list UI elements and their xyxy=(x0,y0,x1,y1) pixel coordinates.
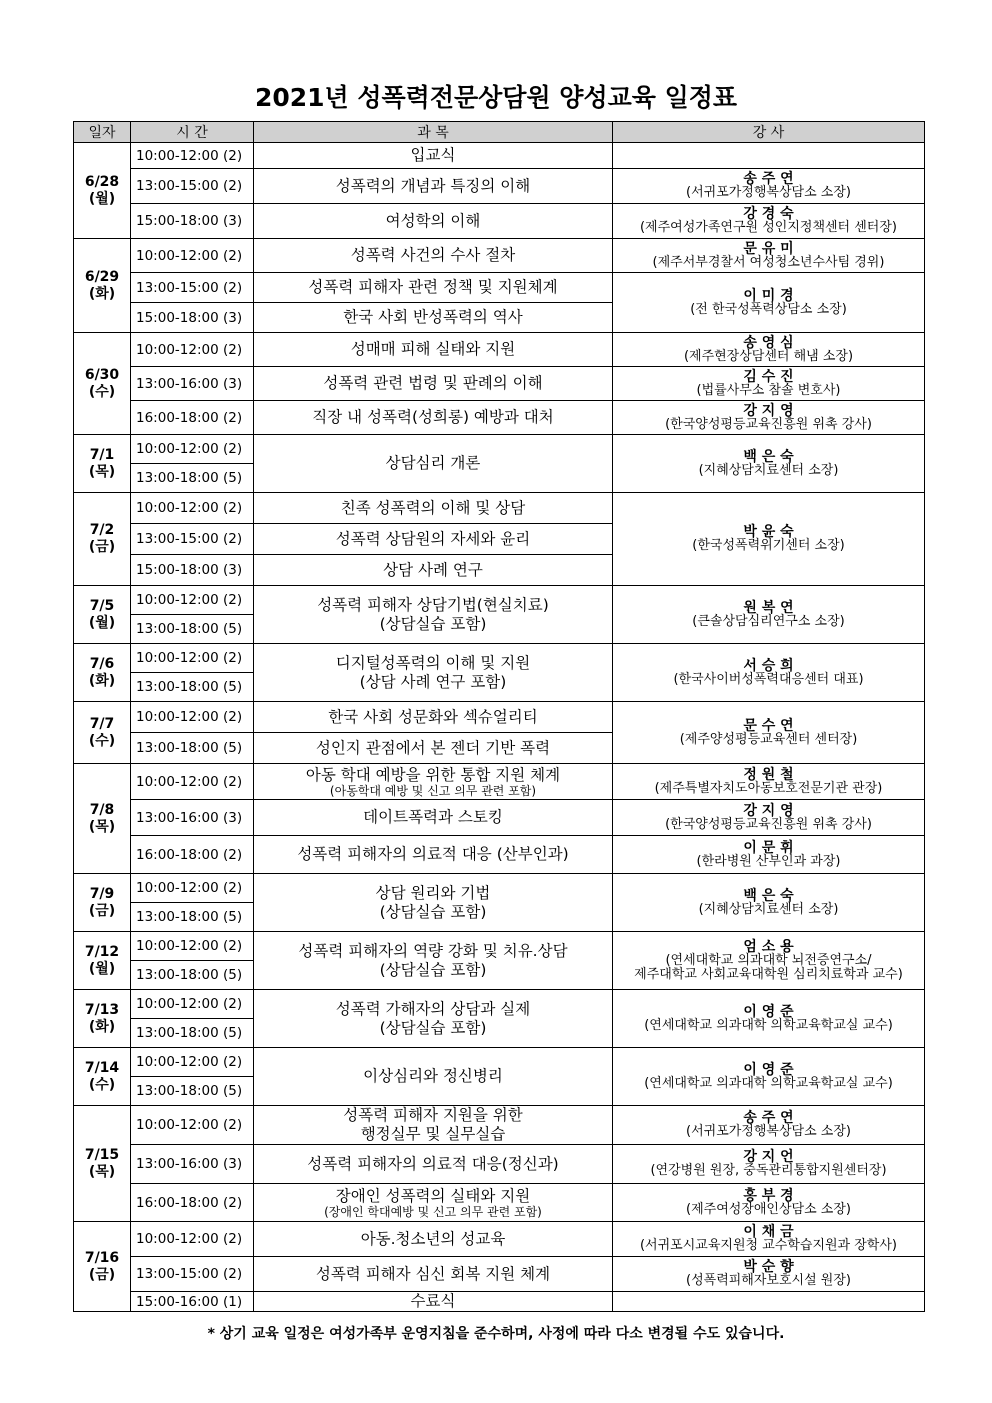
instructor-name: 김 수 진 xyxy=(743,368,794,385)
instructor-affiliation: (서귀포가정행복상담소 소장) xyxy=(686,1124,851,1139)
table-row xyxy=(74,204,925,239)
instructor-cell xyxy=(613,1184,925,1222)
instructor-name: 백 은 숙 xyxy=(743,448,794,465)
instructor-affiliation: (제주양성평등교육센터 센터장) xyxy=(679,731,858,747)
time-cell: 10:00-12:00 (2) xyxy=(131,435,254,464)
subject-text: 성폭력 사건의 수사 절차 xyxy=(350,246,516,264)
subject-cell xyxy=(254,733,613,764)
table-row xyxy=(74,273,925,303)
instructor-cell xyxy=(613,932,925,990)
date-cell xyxy=(74,586,131,644)
subject-text: 성인지 관점에서 본 젠더 기반 폭력 xyxy=(315,738,551,757)
date-cell xyxy=(74,1048,131,1106)
instructor-name: 이 문 휘 xyxy=(743,839,794,856)
date-text: 7/14 xyxy=(84,1059,120,1076)
instructor-affiliation: (연세대학교 의과대학 뇌전증연구소/ xyxy=(665,952,872,968)
subject-text: 성폭력의 개념과 특징의 이해 xyxy=(335,176,531,195)
time-cell: 13:00-15:00 (2) xyxy=(131,273,254,303)
instructor-name: 박 순 향 xyxy=(743,1259,794,1275)
table-row xyxy=(74,764,925,800)
subject-cell xyxy=(254,874,613,932)
instructor-name: 강 지 영 xyxy=(743,802,794,819)
date-cell xyxy=(74,874,131,932)
subject-cell xyxy=(254,1257,613,1292)
table-row xyxy=(74,874,925,903)
instructor-cell xyxy=(613,169,925,204)
instructor-affiliation: (큰솔상담심리연구소 소장) xyxy=(692,613,845,629)
table-row xyxy=(74,1048,925,1077)
subject-text: 성폭력 가해자의 상담과 실제 xyxy=(335,999,531,1018)
subject-text: 아동.청소년의 성교육 xyxy=(360,1229,506,1248)
instructor-affiliation: (한국양성평등교육진흥원 위촉 강사) xyxy=(665,816,872,832)
header-row xyxy=(74,122,925,143)
weekday-text: (금) xyxy=(88,539,116,555)
subject-cell xyxy=(254,764,613,800)
subject-note: (아동학대 예방 및 신고 의무 관련 포함) xyxy=(329,783,537,798)
header-time: 시 간 xyxy=(131,122,254,143)
subject-cell xyxy=(254,1145,613,1184)
subject-text: 성폭력 피해자의 역량 강화 및 치유.상담 xyxy=(298,941,568,960)
instructor-affiliation: (연강병원 원장, 중독관리통합지원센터장) xyxy=(650,1163,887,1178)
time-cell: 10:00-12:00 (2) xyxy=(131,702,254,733)
date-cell xyxy=(74,239,131,333)
instructor-cell xyxy=(613,1145,925,1184)
instructor-affiliation: (서귀포가정행복상담소 소장) xyxy=(686,185,851,200)
weekday-text: (금) xyxy=(88,1266,116,1283)
subject-text: 성폭력 피해자 심신 회복 지원 체계 xyxy=(315,1264,551,1283)
date-cell xyxy=(74,702,131,764)
time-cell: 13:00-16:00 (3) xyxy=(131,1145,254,1184)
subject-text: 이상심리와 정신병리 xyxy=(363,1067,503,1085)
instructor-name: 정 원 철 xyxy=(743,766,794,783)
subject-text: 성폭력 피해자의 의료적 대응(정신과) xyxy=(307,1154,559,1173)
instructor-name: 강 지 언 xyxy=(743,1149,794,1165)
date-text: 6/28 xyxy=(84,173,120,190)
table-row xyxy=(74,586,925,615)
instructor-name: 강 경 숙 xyxy=(743,206,794,222)
subject-text: 상담 원리와 기법 xyxy=(375,883,491,902)
header-subject: 과 목 xyxy=(254,122,613,143)
subject-cell xyxy=(254,836,613,874)
table-row xyxy=(74,1106,925,1145)
instructor-cell xyxy=(613,1222,925,1257)
subject-cell xyxy=(254,401,613,435)
date-text: 7/5 xyxy=(89,597,115,614)
date-cell xyxy=(74,493,131,586)
date-cell xyxy=(74,1222,131,1312)
time-cell: 10:00-12:00 (2) xyxy=(131,990,254,1019)
weekday-text: (수) xyxy=(88,383,116,400)
instructor-cell xyxy=(613,1048,925,1106)
subject-text: 직장 내 성폭력(성희롱) 예방과 대처 xyxy=(312,408,554,426)
instructor-affiliation: (제주서부경찰서 여성청소년수사팀 경위) xyxy=(652,254,885,270)
date-text: 7/8 xyxy=(89,801,115,818)
instructor-name: 이 미 경 xyxy=(743,287,794,304)
weekday-text: (수) xyxy=(88,1076,116,1093)
table-row xyxy=(74,435,925,464)
time-cell: 13:00-16:00 (3) xyxy=(131,800,254,836)
instructor-cell xyxy=(613,990,925,1048)
subject-note: (장애인 학대예방 및 신고 의무 관련 포함) xyxy=(324,1204,542,1219)
time-cell: 10:00-12:00 (2) xyxy=(131,586,254,615)
subject-text: 성매매 피해 실태와 지원 xyxy=(350,340,516,358)
time-cell: 16:00-18:00 (2) xyxy=(131,836,254,874)
time-cell: 10:00-12:00 (2) xyxy=(131,1048,254,1077)
time-cell: 13:00-15:00 (2) xyxy=(131,1257,254,1292)
time-cell: 10:00-12:00 (2) xyxy=(131,239,254,273)
date-text: 6/29 xyxy=(84,268,120,285)
instructor-cell xyxy=(613,586,925,644)
subject-text: 여성학의 이해 xyxy=(385,211,481,230)
subject-cell xyxy=(254,644,613,702)
subject-cell xyxy=(254,555,613,586)
table-row xyxy=(74,800,925,836)
subject-cell xyxy=(254,1106,613,1145)
instructor-affiliation: (제주여성가족연구원 성인지정책센터 센터장) xyxy=(639,220,897,235)
instructor-name: 송 주 연 xyxy=(743,1110,794,1126)
date-text: 7/2 xyxy=(89,522,115,538)
table-row xyxy=(74,702,925,733)
time-cell: 13:00-18:00 (5) xyxy=(131,673,254,702)
table-row xyxy=(74,143,925,169)
date-text: 7/12 xyxy=(84,943,120,960)
instructor-affiliation: (한국사이버성폭력대응센터 대표) xyxy=(673,671,864,687)
table-row xyxy=(74,990,925,1019)
subject-text-line2: (상담실습 포함) xyxy=(379,902,487,921)
instructor-cell xyxy=(613,836,925,874)
time-cell: 15:00-16:00 (1) xyxy=(131,1292,254,1312)
subject-cell xyxy=(254,367,613,401)
table-row xyxy=(74,1184,925,1222)
instructor-affiliation: (제주여성장애인상담소 소장) xyxy=(686,1201,851,1217)
subject-cell xyxy=(254,273,613,303)
instructor-cell xyxy=(613,1106,925,1145)
date-text: 7/7 xyxy=(89,715,115,732)
instructor-affiliation: (법률사무소 참솔 변호사) xyxy=(696,382,841,398)
instructor-cell xyxy=(613,333,925,367)
time-cell: 16:00-18:00 (2) xyxy=(131,401,254,435)
instructor-affiliation: (성폭력피해자보호시설 원장) xyxy=(686,1273,851,1288)
instructor-cell xyxy=(613,644,925,702)
instructor-cell xyxy=(613,273,925,333)
subject-text: 한국 사회 반성폭력의 역사 xyxy=(343,308,523,326)
weekday-text: (월) xyxy=(88,614,116,631)
date-text: 6/30 xyxy=(84,366,120,383)
subject-text-line2: (상담실습 포함) xyxy=(379,614,487,633)
instructor-affiliation: (제주특별자치도아동보호전문기관 관장) xyxy=(654,780,883,796)
time-cell: 13:00-18:00 (5) xyxy=(131,464,254,493)
instructor-affiliation: (지혜상담치료센터 소장) xyxy=(698,901,839,917)
instructor-cell xyxy=(613,764,925,800)
instructor-cell xyxy=(613,800,925,836)
instructor-name: 백 은 숙 xyxy=(743,887,794,904)
instructor-name: 홍 부 경 xyxy=(743,1187,794,1204)
time-cell: 15:00-18:00 (3) xyxy=(131,204,254,239)
weekday-text: (목) xyxy=(88,463,116,480)
subject-cell xyxy=(254,1292,613,1312)
time-cell: 13:00-18:00 (5) xyxy=(131,1019,254,1048)
subject-text: 아동 학대 예방을 위한 통합 지원 체계 xyxy=(305,765,561,784)
subject-text: 성폭력 피해자 지원을 위한 xyxy=(343,1106,523,1124)
subject-text: 데이트폭력과 스토킹 xyxy=(363,808,503,826)
page-title: 2021년 성폭력전문상담원 양성교육 일정표 xyxy=(254,83,738,112)
date-text: 7/16 xyxy=(84,1249,120,1266)
time-cell: 13:00-18:00 (5) xyxy=(131,615,254,644)
table-row xyxy=(74,1222,925,1257)
table-row xyxy=(74,836,925,874)
subject-text: 성폭력 피해자의 의료적 대응 (산부인과) xyxy=(297,845,569,863)
table-row xyxy=(74,1145,925,1184)
subject-cell xyxy=(254,204,613,239)
subject-cell xyxy=(254,1184,613,1222)
instructor-name: 이 영 준 xyxy=(743,1003,794,1020)
instructor-name: 엄 소 용 xyxy=(743,938,794,955)
time-cell: 10:00-12:00 (2) xyxy=(131,874,254,903)
date-cell xyxy=(74,764,131,874)
time-cell: 10:00-12:00 (2) xyxy=(131,644,254,673)
subject-cell xyxy=(254,333,613,367)
instructor-affiliation: (제주현장상담센터 해냄 소장) xyxy=(683,348,854,364)
instructor-name: 송 주 연 xyxy=(743,171,794,187)
instructor-name: 강 지 영 xyxy=(743,402,794,419)
time-cell: 13:00-18:00 (5) xyxy=(131,903,254,932)
date-cell xyxy=(74,1106,131,1222)
subject-text: 상담 사례 연구 xyxy=(383,560,483,579)
instructor-name: 문 유 미 xyxy=(743,240,794,257)
table-row xyxy=(74,333,925,367)
instructor-cell xyxy=(613,367,925,401)
subject-text-line2: (상담실습 포함) xyxy=(379,960,487,979)
footnote: * 상기 교육 일정은 여성가족부 운영지침을 준수하며, 사정에 따라 다소 변경될 수도 있습니다. xyxy=(207,1326,785,1342)
date-text: 7/6 xyxy=(89,655,115,672)
date-cell xyxy=(74,333,131,435)
instructor-name: 이 영 준 xyxy=(743,1061,794,1078)
time-cell: 10:00-12:00 (2) xyxy=(131,764,254,800)
date-text: 7/9 xyxy=(89,885,115,902)
weekday-text: (목) xyxy=(88,818,116,835)
instructor-cell xyxy=(613,435,925,493)
instructor-name: 이 채 금 xyxy=(743,1224,794,1240)
table-row xyxy=(74,644,925,673)
subject-cell xyxy=(254,990,613,1048)
subject-cell xyxy=(254,586,613,644)
instructor-affiliation: (지혜상담치료센터 소장) xyxy=(698,462,839,478)
subject-cell xyxy=(254,800,613,836)
table-row xyxy=(74,493,925,524)
subject-text: 디지털성폭력의 이해 및 지원 xyxy=(335,653,531,672)
subject-text: 성폭력 피해자 상담기법(현실치료) xyxy=(317,595,549,614)
instructor-cell xyxy=(613,143,925,169)
time-cell: 13:00-16:00 (3) xyxy=(131,367,254,401)
subject-cell xyxy=(254,524,613,555)
subject-cell xyxy=(254,1222,613,1257)
date-cell xyxy=(74,932,131,990)
weekday-text: (화) xyxy=(88,672,116,689)
instructor-name: 송 영 심 xyxy=(743,334,794,351)
instructor-name: 박 윤 숙 xyxy=(743,524,794,540)
date-cell xyxy=(74,990,131,1048)
table-row xyxy=(74,239,925,273)
subject-text: 성폭력 상담원의 자세와 윤리 xyxy=(335,529,531,548)
date-text: 7/15 xyxy=(84,1146,120,1163)
instructor-cell xyxy=(613,493,925,586)
weekday-text: (금) xyxy=(88,902,116,919)
instructor-cell xyxy=(613,1292,925,1312)
instructor-affiliation: (연세대학교 의과대학 의학교육학교실 교수) xyxy=(644,1017,893,1033)
weekday-text: (월) xyxy=(88,960,116,977)
date-cell xyxy=(74,435,131,493)
time-cell: 13:00-18:00 (5) xyxy=(131,1077,254,1106)
instructor-affiliation: (한라병원 산부인과 과장) xyxy=(696,853,841,869)
date-text: 7/1 xyxy=(89,446,115,463)
subject-text: 입교식 xyxy=(410,146,456,164)
subject-cell xyxy=(254,493,613,524)
time-cell: 13:00-18:00 (5) xyxy=(131,733,254,764)
subject-cell xyxy=(254,435,613,493)
instructor-cell xyxy=(613,204,925,239)
instructor-cell xyxy=(613,239,925,273)
subject-text: 장애인 성폭력의 실태와 지원 xyxy=(335,1186,531,1205)
subject-text-line2: (상담실습 포함) xyxy=(379,1018,487,1037)
time-cell: 13:00-18:00 (5) xyxy=(131,961,254,990)
time-cell: 10:00-12:00 (2) xyxy=(131,1106,254,1145)
weekday-text: (화) xyxy=(88,285,116,302)
subject-cell xyxy=(254,702,613,733)
table-row xyxy=(74,932,925,961)
instructor-cell xyxy=(613,702,925,764)
time-cell: 13:00-15:00 (2) xyxy=(131,169,254,204)
date-text: 7/13 xyxy=(84,1001,120,1018)
subject-cell xyxy=(254,169,613,204)
instructor-affiliation: (서귀포시교육지원청 교수학습지원과 장학사) xyxy=(639,1238,897,1253)
table-row xyxy=(74,169,925,204)
instructor-cell xyxy=(613,401,925,435)
time-cell: 10:00-12:00 (2) xyxy=(131,143,254,169)
subject-cell xyxy=(254,932,613,990)
instructor-affiliation: (한국성폭력위기센터 소장) xyxy=(692,538,845,553)
subject-text: 성폭력 피해자 관련 정책 및 지원체계 xyxy=(308,278,558,296)
time-cell: 10:00-12:00 (2) xyxy=(131,1222,254,1257)
time-cell: 15:00-18:00 (3) xyxy=(131,555,254,586)
subject-text: 수료식 xyxy=(410,1292,456,1310)
date-cell xyxy=(74,143,131,239)
header-instructor: 강 사 xyxy=(613,122,925,143)
instructor-name: 문 수 연 xyxy=(743,717,794,734)
subject-cell xyxy=(254,1048,613,1106)
time-cell: 10:00-12:00 (2) xyxy=(131,493,254,524)
instructor-cell xyxy=(613,874,925,932)
weekday-text: (화) xyxy=(88,1018,116,1035)
instructor-cell xyxy=(613,1257,925,1292)
subject-cell xyxy=(254,239,613,273)
subject-text: 상담심리 개론 xyxy=(385,454,481,472)
time-cell: 13:00-15:00 (2) xyxy=(131,524,254,555)
schedule-body xyxy=(74,143,925,1312)
schedule-table xyxy=(73,121,925,1312)
instructor-affiliation: (전 한국성폭력상담소 소장) xyxy=(690,301,847,317)
instructor-affiliation: (연세대학교 의과대학 의학교육학교실 교수) xyxy=(644,1075,893,1091)
table-row xyxy=(74,1292,925,1312)
subject-text-line2: (상담 사례 연구 포함) xyxy=(359,672,507,691)
weekday-text: (월) xyxy=(88,190,116,207)
time-cell: 16:00-18:00 (2) xyxy=(131,1184,254,1222)
weekday-text: (목) xyxy=(88,1163,116,1180)
date-cell xyxy=(74,644,131,702)
subject-cell xyxy=(254,303,613,333)
subject-text: 친족 성폭력의 이해 및 상담 xyxy=(340,498,526,517)
instructor-affiliation-line2: 제주대학교 사회교육대학원 심리치료학과 교수) xyxy=(634,966,903,982)
table-row xyxy=(74,367,925,401)
table-row xyxy=(74,1257,925,1292)
time-cell: 10:00-12:00 (2) xyxy=(131,333,254,367)
instructor-name: 서 승 희 xyxy=(743,657,794,674)
subject-text-line2: 행정실무 및 실무실습 xyxy=(360,1125,506,1143)
subject-cell xyxy=(254,143,613,169)
subject-text: 한국 사회 성문화와 섹슈얼리티 xyxy=(328,707,538,726)
time-cell: 15:00-18:00 (3) xyxy=(131,303,254,333)
subject-text: 성폭력 관련 법령 및 판례의 이해 xyxy=(323,374,543,392)
header-date: 일자 xyxy=(74,122,131,143)
time-cell: 10:00-12:00 (2) xyxy=(131,932,254,961)
weekday-text: (수) xyxy=(88,732,116,749)
table-row xyxy=(74,401,925,435)
instructor-name: 원 복 연 xyxy=(743,599,794,616)
instructor-affiliation: (한국양성평등교육진흥원 위촉 강사) xyxy=(665,416,872,432)
